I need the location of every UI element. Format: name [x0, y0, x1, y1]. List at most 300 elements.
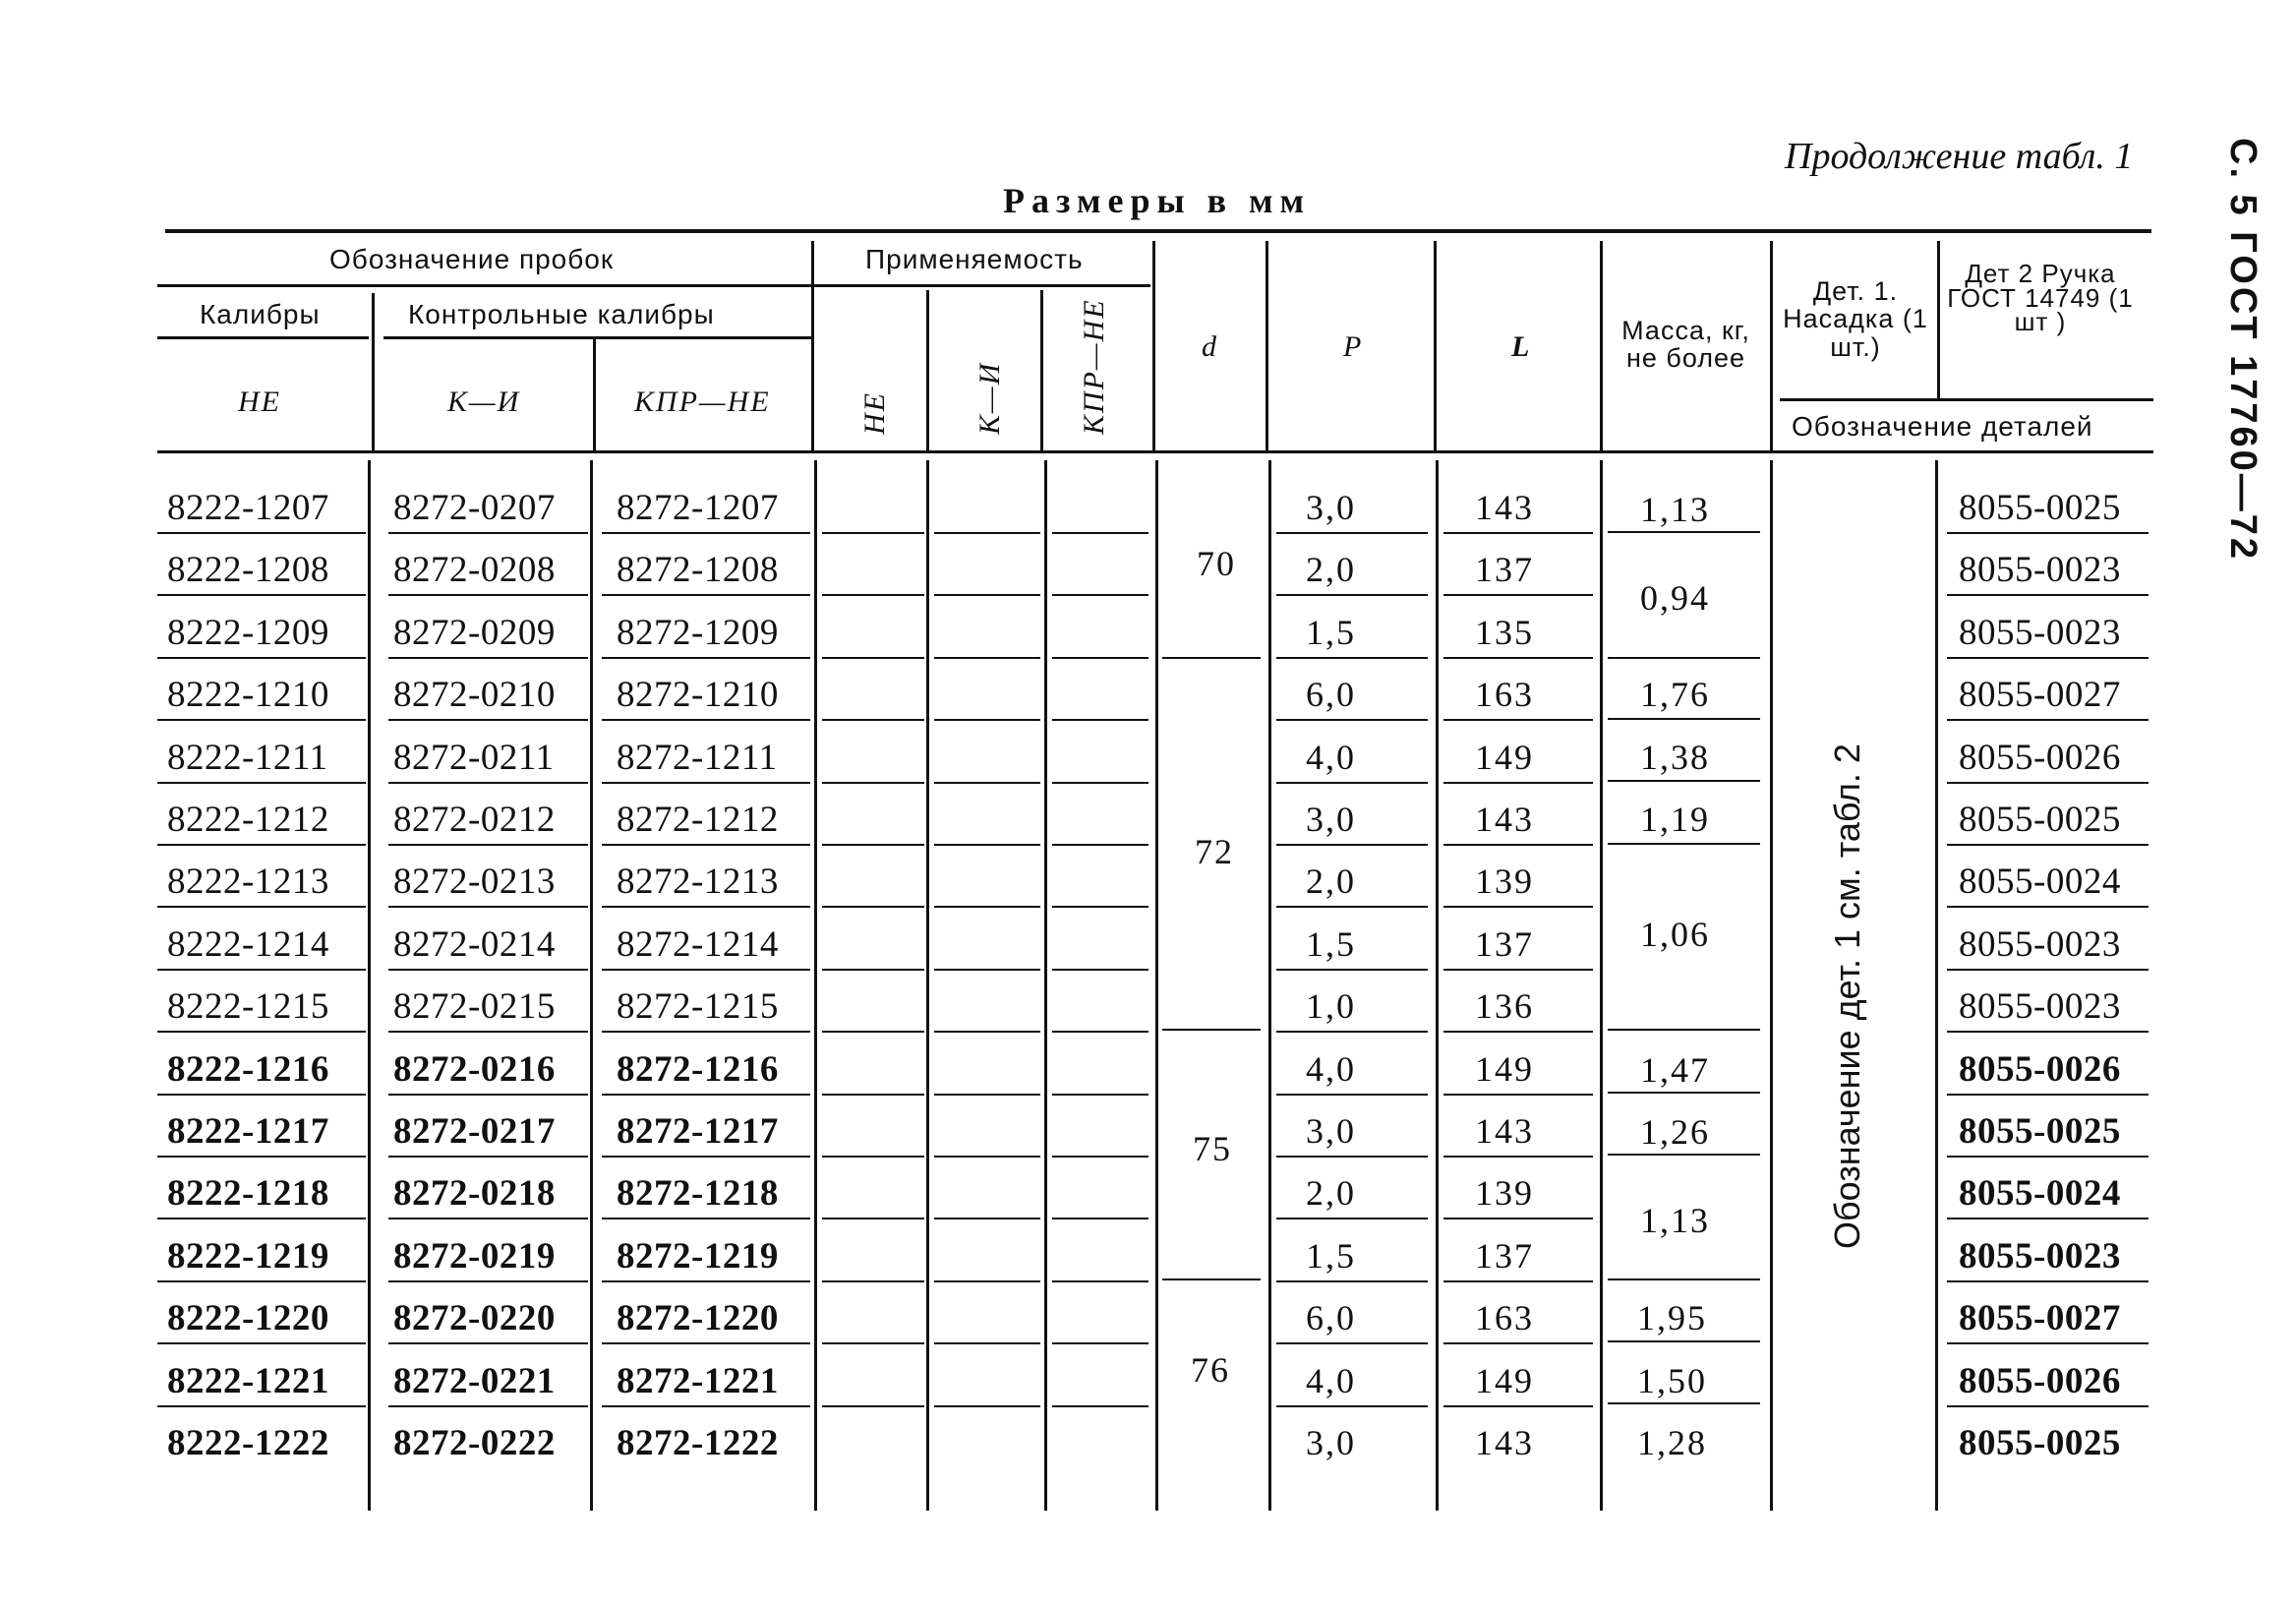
row-underline [1947, 1094, 2149, 1096]
cell-l: 149 [1475, 1048, 1534, 1089]
cell-l: 149 [1475, 1360, 1534, 1400]
cell-control-ki: 8272-0211 [393, 737, 555, 778]
cell-p: 1,5 [1306, 612, 1356, 652]
mass-divider [1608, 1154, 1760, 1156]
row-underline [822, 906, 924, 908]
row-underline [822, 657, 924, 659]
row-underline [1443, 1031, 1593, 1033]
row-underline [388, 969, 588, 971]
mass-divider [1608, 780, 1760, 782]
row-underline [934, 1280, 1040, 1282]
cell-caliber-ne: 8222-1213 [167, 862, 329, 903]
cell-control-ki: 8272-0216 [393, 1048, 556, 1090]
cell-det2: 8055-0025 [1959, 1111, 2121, 1152]
row-underline [157, 782, 366, 784]
row-underline [1443, 1342, 1593, 1344]
row-underline [934, 657, 1040, 659]
row-underline [934, 906, 1040, 908]
row-underline [602, 1280, 810, 1282]
cell-p: 4,0 [1306, 1360, 1356, 1400]
cell-det2: 8055-0023 [1959, 612, 2121, 653]
row-underline [822, 844, 924, 846]
row-underline [602, 594, 810, 596]
body-vline [926, 460, 929, 1511]
d-group-divider [1162, 1278, 1261, 1280]
mass-value: 1,50 [1637, 1361, 1707, 1400]
row-underline [602, 782, 810, 784]
row-underline [388, 1094, 588, 1096]
row-underline [388, 1405, 588, 1407]
hdr-vline [1770, 241, 1773, 452]
header-applicability: Применяемость [865, 244, 1084, 274]
mass-divider [1608, 843, 1760, 845]
header-mass: Масса, кг, не более [1621, 316, 1750, 374]
cell-caliber-ne: 8222-1219 [167, 1235, 329, 1277]
row-underline [1052, 657, 1148, 659]
row-underline [388, 1156, 588, 1158]
row-underline [157, 657, 366, 659]
cell-caliber-ne: 8222-1215 [167, 986, 329, 1028]
row-underline [1276, 1280, 1428, 1282]
cell-det2: 8055-0023 [1959, 986, 2121, 1028]
body-vline [1600, 460, 1603, 1511]
row-underline [1276, 532, 1428, 534]
header-rule-applicability [816, 284, 1150, 287]
row-underline [602, 719, 810, 721]
row-underline [1443, 1156, 1593, 1158]
cell-control-kpr-ne: 8272-1212 [617, 800, 779, 840]
cell-control-ki: 8272-0215 [393, 986, 556, 1028]
body-vline [1044, 460, 1047, 1511]
cell-control-ki: 8272-0207 [393, 488, 556, 528]
cell-control-ki: 8272-0217 [393, 1111, 556, 1152]
cell-control-ki: 8272-0210 [393, 675, 556, 716]
header-d: d [1202, 330, 1218, 363]
mass-divider [1608, 657, 1760, 659]
body-vline [1770, 460, 1773, 1511]
row-underline [1276, 657, 1428, 659]
row-underline [934, 1405, 1040, 1407]
row-underline [157, 532, 366, 534]
row-underline [388, 844, 588, 846]
cell-l: 163 [1475, 1298, 1534, 1338]
row-underline [1947, 782, 2149, 784]
mass-value: 1,06 [1640, 915, 1710, 954]
cell-control-kpr-ne: 8272-1222 [617, 1423, 779, 1463]
cell-l: 143 [1475, 1423, 1534, 1462]
cell-p: 6,0 [1306, 1298, 1356, 1338]
header-pluggage-designation: Обозначение пробок [329, 244, 615, 274]
cell-control-kpr-ne: 8272-1219 [617, 1235, 779, 1277]
row-underline [157, 594, 366, 596]
row-underline [1276, 906, 1428, 908]
row-underline [602, 1031, 810, 1033]
cell-det2: 8055-0025 [1959, 1423, 2121, 1463]
header-bottom-rule [157, 450, 2153, 453]
cell-det2: 8055-0025 [1959, 800, 2121, 840]
cell-det2: 8055-0026 [1959, 1048, 2121, 1090]
row-underline [1276, 1094, 1428, 1096]
mass-value: 1,95 [1637, 1298, 1707, 1338]
row-underline [1443, 594, 1593, 596]
row-underline [1052, 1094, 1148, 1096]
cell-l: 135 [1475, 612, 1534, 652]
cell-control-kpr-ne: 8272-1221 [617, 1360, 779, 1401]
cell-l: 143 [1475, 1111, 1534, 1151]
row-underline [1947, 1342, 2149, 1344]
header-calibers: Калибры [200, 299, 321, 329]
row-underline [934, 1156, 1040, 1158]
header-app-ki: К—И [973, 361, 1006, 435]
row-underline [1276, 1031, 1428, 1033]
cell-p: 1,5 [1306, 923, 1356, 964]
mass-divider [1608, 1092, 1760, 1094]
cell-caliber-ne: 8222-1210 [167, 675, 329, 716]
row-underline [1276, 594, 1428, 596]
row-underline [1947, 657, 2149, 659]
row-underline [934, 969, 1040, 971]
cell-det2: 8055-0027 [1959, 1298, 2121, 1339]
row-underline [1052, 1405, 1148, 1407]
row-underline [1443, 906, 1593, 908]
row-underline [157, 1280, 366, 1282]
row-underline [1052, 1218, 1148, 1219]
cell-det2: 8055-0023 [1959, 550, 2121, 591]
cell-control-kpr-ne: 8272-1209 [617, 612, 779, 653]
cell-control-kpr-ne: 8272-1218 [617, 1173, 779, 1215]
cell-control-ki: 8272-0209 [393, 612, 556, 653]
cell-p: 3,0 [1306, 488, 1356, 527]
hdr-vline [1434, 241, 1437, 452]
cell-l: 143 [1475, 488, 1534, 527]
row-underline [602, 1156, 810, 1158]
row-underline [1443, 1280, 1593, 1282]
body-vline [1268, 460, 1271, 1511]
row-underline [1276, 1218, 1428, 1219]
d-value: 72 [1195, 832, 1234, 871]
d-group-divider [1162, 1029, 1261, 1031]
cell-caliber-ne: 8222-1221 [167, 1360, 329, 1401]
hdr-vline [1266, 241, 1268, 452]
det1-reference-note: Обозначение дет. 1 см. табл. 2 [1827, 743, 1867, 1249]
row-underline [822, 1218, 924, 1219]
row-underline [1276, 844, 1428, 846]
side-standard-label: С. 5 ГОСТ 17760—72 [2222, 138, 2264, 563]
row-underline [388, 1280, 588, 1282]
mass-divider [1608, 1402, 1760, 1404]
mass-value: 1,38 [1640, 738, 1710, 777]
cell-p: 3,0 [1306, 1111, 1356, 1151]
row-underline [388, 1031, 588, 1033]
cell-caliber-ne: 8222-1216 [167, 1048, 329, 1090]
cell-caliber-ne: 8222-1209 [167, 612, 329, 653]
mass-divider [1608, 531, 1760, 533]
cell-control-kpr-ne: 8272-1211 [617, 737, 778, 778]
row-underline [934, 594, 1040, 596]
header-col-ne: НЕ [238, 386, 281, 418]
row-underline [602, 657, 810, 659]
row-underline [1052, 782, 1148, 784]
cell-control-ki: 8272-0218 [393, 1173, 556, 1215]
header-parts-designation: Обозначение деталей [1792, 411, 2093, 442]
row-underline [1052, 719, 1148, 721]
row-underline [1443, 969, 1593, 971]
row-underline [1443, 844, 1593, 846]
row-underline [388, 532, 588, 534]
hdr-vline [1152, 241, 1155, 452]
row-underline [934, 782, 1040, 784]
hdr-vline [811, 241, 814, 452]
row-underline [602, 1094, 810, 1096]
cell-control-ki: 8272-0222 [393, 1423, 556, 1463]
header-l: L [1511, 330, 1532, 363]
row-underline [388, 719, 588, 721]
row-underline [1276, 1156, 1428, 1158]
row-underline [1052, 969, 1148, 971]
cell-p: 2,0 [1306, 1173, 1356, 1214]
cell-l: 139 [1475, 862, 1534, 902]
mass-divider [1608, 1029, 1760, 1031]
cell-l: 137 [1475, 923, 1534, 964]
header-col-kpr-ne: КПР—НЕ [634, 386, 771, 418]
row-underline [1947, 1031, 2149, 1033]
row-underline [602, 532, 810, 534]
row-underline [1052, 532, 1148, 534]
row-underline [1052, 906, 1148, 908]
cell-l: 149 [1475, 737, 1534, 777]
cell-control-ki: 8272-0219 [393, 1235, 556, 1277]
row-underline [934, 1342, 1040, 1344]
row-underline [1052, 844, 1148, 846]
cell-p: 2,0 [1306, 862, 1356, 902]
table-continuation-caption: Продолжение табл. 1 [1785, 136, 2134, 177]
row-underline [157, 1218, 366, 1219]
body-vline [1436, 460, 1439, 1511]
header-rule-groups [157, 284, 816, 287]
cell-control-ki: 8272-0221 [393, 1360, 556, 1401]
hdr-vline [372, 293, 375, 450]
cell-caliber-ne: 8222-1222 [167, 1423, 329, 1463]
row-underline [157, 969, 366, 971]
row-underline [1276, 782, 1428, 784]
row-underline [602, 844, 810, 846]
mass-divider [1608, 1340, 1760, 1342]
cell-p: 4,0 [1306, 1048, 1356, 1089]
cell-control-kpr-ne: 8272-1213 [617, 862, 779, 903]
cell-control-ki: 8272-0213 [393, 862, 556, 903]
cell-caliber-ne: 8222-1218 [167, 1173, 329, 1215]
row-underline [602, 906, 810, 908]
row-underline [1276, 1342, 1428, 1344]
row-underline [388, 782, 588, 784]
mass-value: 0,94 [1640, 578, 1710, 618]
cell-control-kpr-ne: 8272-1216 [617, 1048, 779, 1090]
cell-control-ki: 8272-0220 [393, 1298, 556, 1339]
mass-divider [1608, 1278, 1760, 1280]
cell-caliber-ne: 8222-1214 [167, 923, 329, 965]
row-underline [1947, 844, 2149, 846]
row-underline [1276, 969, 1428, 971]
row-underline [822, 594, 924, 596]
cell-p: 6,0 [1306, 675, 1356, 715]
cell-control-kpr-ne: 8272-1210 [617, 675, 779, 716]
hdr-vline [1600, 241, 1603, 452]
row-underline [1443, 1094, 1593, 1096]
cell-p: 1,0 [1306, 986, 1356, 1027]
row-underline [388, 1218, 588, 1219]
row-underline [1947, 532, 2149, 534]
header-det2: Дет 2 Ручка ГОСТ 14749 (1 шт ) [1947, 259, 2134, 337]
row-underline [157, 1156, 366, 1158]
cell-control-ki: 8272-0214 [393, 923, 556, 965]
row-underline [602, 1342, 810, 1344]
cell-l: 137 [1475, 1235, 1534, 1276]
body-vline [368, 460, 371, 1511]
header-control-calibers: Контрольные калибры [408, 299, 715, 329]
row-underline [388, 906, 588, 908]
cell-det2: 8055-0023 [1959, 923, 2121, 965]
row-underline [1443, 1218, 1593, 1219]
mass-value: 1,47 [1640, 1050, 1710, 1090]
cell-caliber-ne: 8222-1208 [167, 550, 329, 591]
cell-l: 136 [1475, 986, 1534, 1027]
row-underline [934, 1094, 1040, 1096]
row-underline [388, 657, 588, 659]
cell-p: 1,5 [1306, 1235, 1356, 1276]
row-underline [1947, 719, 2149, 721]
d-value: 70 [1197, 544, 1236, 583]
body-vline [814, 460, 817, 1511]
header-p: P [1343, 330, 1364, 363]
header-rule-det [1780, 398, 2153, 401]
cell-det2: 8055-0023 [1959, 1235, 2121, 1277]
row-underline [822, 782, 924, 784]
row-underline [822, 1031, 924, 1033]
body-vline [1155, 460, 1158, 1511]
row-underline [1947, 1280, 2149, 1282]
row-underline [602, 1218, 810, 1219]
row-underline [1052, 1342, 1148, 1344]
row-underline [1947, 1405, 2149, 1407]
cell-p: 3,0 [1306, 1423, 1356, 1462]
row-underline [822, 969, 924, 971]
d-group-divider [1162, 657, 1261, 659]
mass-value: 1,26 [1640, 1112, 1710, 1152]
row-underline [1052, 1031, 1148, 1033]
header-col-ki: К—И [447, 386, 521, 418]
row-underline [388, 594, 588, 596]
row-underline [934, 719, 1040, 721]
cell-caliber-ne: 8222-1212 [167, 800, 329, 840]
header-app-ne: НЕ [858, 391, 891, 435]
header-app-kpr-ne: КПР—НЕ [1078, 298, 1110, 435]
cell-control-ki: 8272-0208 [393, 550, 556, 591]
mass-value: 1,28 [1637, 1423, 1707, 1462]
hdr-vline [1937, 241, 1940, 398]
mass-value: 1,13 [1640, 1201, 1710, 1240]
cell-det2: 8055-0024 [1959, 862, 2121, 903]
row-underline [1276, 719, 1428, 721]
cell-det2: 8055-0025 [1959, 488, 2121, 528]
row-underline [1947, 594, 2149, 596]
cell-l: 137 [1475, 550, 1534, 590]
mass-value: 1,19 [1640, 800, 1710, 839]
cell-l: 163 [1475, 675, 1534, 715]
mass-value: 1,76 [1640, 675, 1710, 714]
cell-control-kpr-ne: 8272-1207 [617, 488, 779, 528]
hdr-vline [593, 339, 596, 450]
row-underline [1443, 1405, 1593, 1407]
row-underline [157, 906, 366, 908]
cell-l: 139 [1475, 1173, 1534, 1214]
header-det1: Дет. 1. Насадка (1 шт.) [1783, 276, 1928, 362]
cell-control-kpr-ne: 8272-1214 [617, 923, 779, 965]
cell-det2: 8055-0024 [1959, 1173, 2121, 1215]
table-top-rule [165, 229, 2151, 233]
cell-caliber-ne: 8222-1207 [167, 488, 329, 528]
d-value: 75 [1193, 1129, 1232, 1168]
d-value: 76 [1191, 1350, 1230, 1390]
row-underline [934, 1218, 1040, 1219]
row-underline [934, 532, 1040, 534]
cell-p: 4,0 [1306, 737, 1356, 777]
row-underline [157, 1342, 366, 1344]
row-underline [1276, 1405, 1428, 1407]
row-underline [157, 719, 366, 721]
row-underline [822, 1405, 924, 1407]
cell-l: 143 [1475, 800, 1534, 839]
cell-det2: 8055-0026 [1959, 1360, 2121, 1401]
row-underline [822, 719, 924, 721]
row-underline [1443, 657, 1593, 659]
body-vline [590, 460, 593, 1511]
cell-control-kpr-ne: 8272-1220 [617, 1298, 779, 1339]
row-underline [1947, 1156, 2149, 1158]
mass-value: 1,13 [1640, 490, 1710, 529]
cell-control-kpr-ne: 8272-1208 [617, 550, 779, 591]
row-underline [157, 1405, 366, 1407]
mass-divider [1608, 718, 1760, 720]
row-underline [1052, 1156, 1148, 1158]
row-underline [1443, 532, 1593, 534]
row-underline [157, 1031, 366, 1033]
cell-caliber-ne: 8222-1211 [167, 737, 328, 778]
row-underline [934, 1031, 1040, 1033]
cell-det2: 8055-0027 [1959, 675, 2121, 716]
row-underline [1052, 594, 1148, 596]
row-underline [822, 1342, 924, 1344]
cell-p: 3,0 [1306, 800, 1356, 839]
row-underline [1947, 969, 2149, 971]
row-underline [822, 1094, 924, 1096]
cell-control-kpr-ne: 8272-1215 [617, 986, 779, 1028]
hdr-vline [1040, 290, 1043, 450]
row-underline [1052, 1280, 1148, 1282]
cell-caliber-ne: 8222-1220 [167, 1298, 329, 1339]
header-rule-control [383, 336, 811, 339]
cell-control-kpr-ne: 8272-1217 [617, 1111, 779, 1152]
row-underline [157, 1094, 366, 1096]
row-underline [388, 1342, 588, 1344]
row-underline [1947, 1218, 2149, 1219]
cell-control-ki: 8272-0212 [393, 800, 556, 840]
row-underline [822, 1156, 924, 1158]
row-underline [822, 532, 924, 534]
row-underline [1443, 782, 1593, 784]
cell-caliber-ne: 8222-1217 [167, 1111, 329, 1152]
row-underline [1443, 719, 1593, 721]
cell-det2: 8055-0026 [1959, 737, 2121, 778]
